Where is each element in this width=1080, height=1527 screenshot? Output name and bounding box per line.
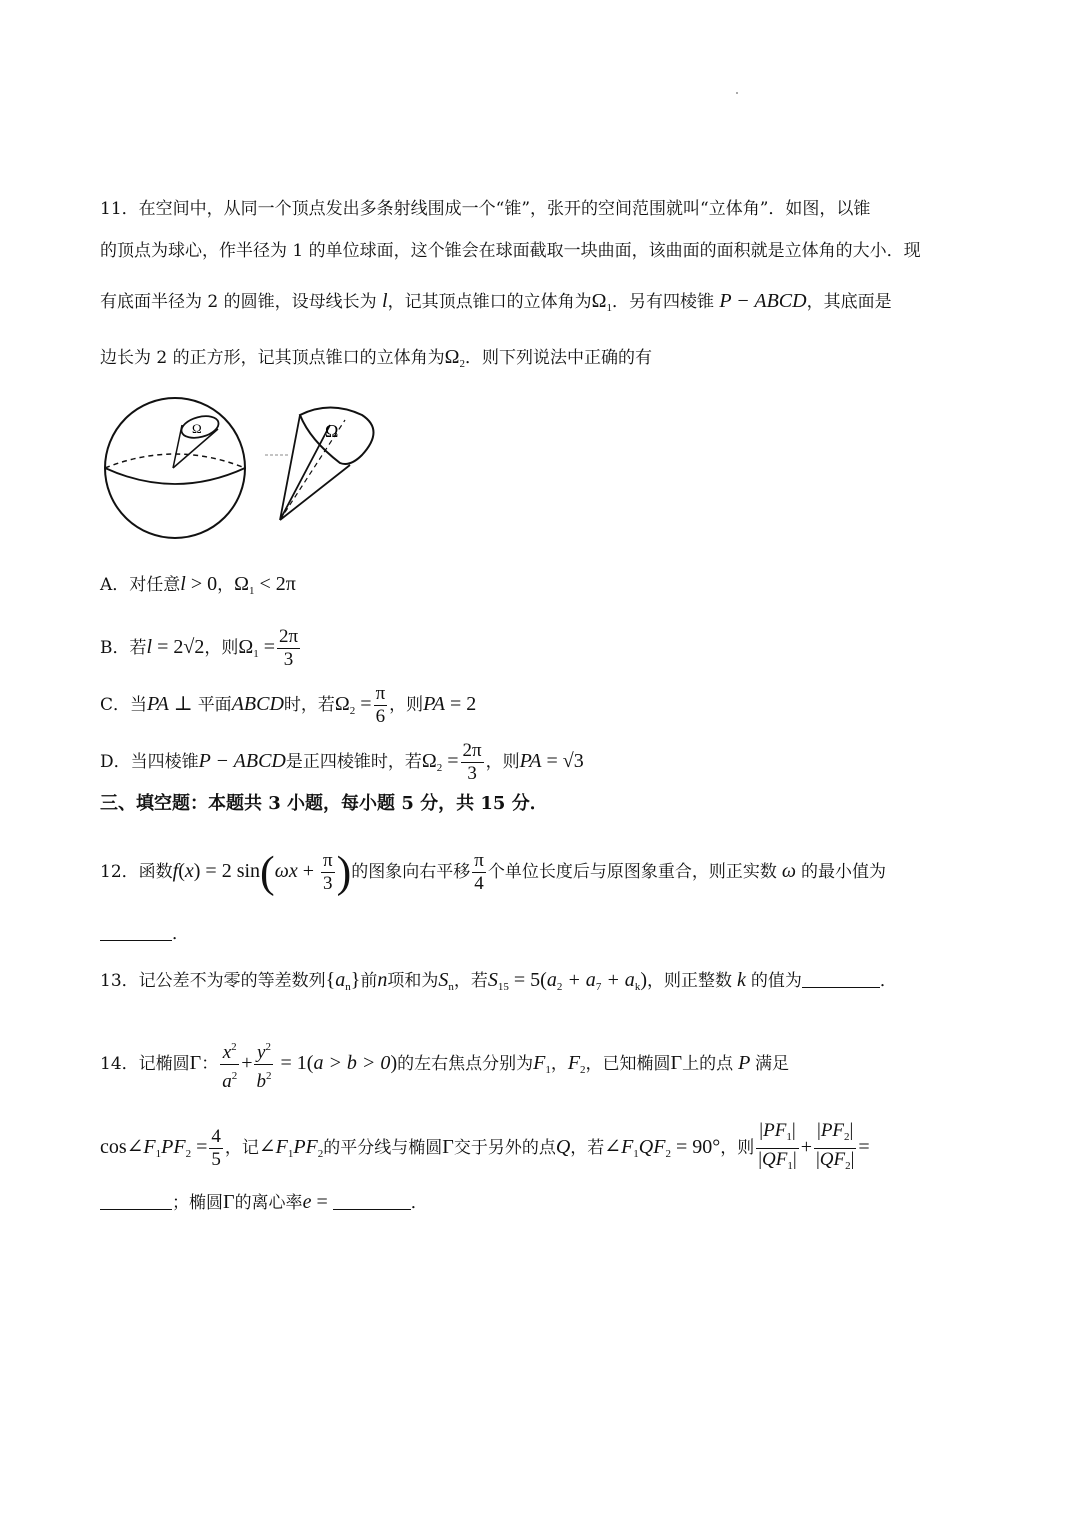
q13-text-a: 13．记公差不为零的等差数列: [100, 971, 326, 991]
sphere-equator-front: [105, 468, 245, 484]
q11-text-3c: ．另有四棱锥: [611, 292, 714, 312]
math-gt0: > 0: [185, 573, 218, 595]
q13-text-c: 项和为: [387, 971, 439, 991]
math-f2: $F_2$: [567, 1052, 586, 1076]
math-fx-arg: (: [178, 860, 185, 882]
page-dot: [736, 92, 738, 94]
math-wx: ωx: [274, 860, 298, 882]
frac-2pi-3-d: $\frac{2\pi}{3}$: [462, 740, 482, 784]
math-l: l: [146, 636, 153, 658]
frac-x2-a2: $\frac{x^2}{a^2}$: [220, 1036, 239, 1093]
math-2sin: ) = 2 sin: [193, 860, 261, 882]
math-perp: ⊥: [168, 693, 198, 715]
math-pa2: PA: [423, 693, 446, 715]
q13-end: ．: [879, 971, 897, 991]
math-an: $\{a_n\}$: [325, 969, 361, 993]
option-d-then: ，则: [485, 752, 520, 772]
fig-omega-label-1: Ω: [192, 421, 202, 436]
math-omega2: $\Omega_2$ =: [334, 693, 372, 717]
section-3-heading: 三、填空题：本题共 3 小题，每小题 5 分，共 15 分．: [100, 793, 548, 814]
math-s15: $S_{15}$: [487, 969, 509, 993]
option-c-when: 时，若: [283, 695, 335, 715]
math-pa: PA: [147, 693, 169, 715]
q14-text-i: 的平分线与椭圆: [323, 1138, 443, 1158]
math-f1: $F_1$: [533, 1052, 551, 1076]
q14-text-l: ，则: [720, 1138, 755, 1158]
q11-line1: [100, 195, 980, 223]
q14-end: ．: [410, 1193, 428, 1213]
math-pa-d: PA: [519, 750, 542, 772]
frac-pf1-qf1: $\frac{|PF_1|}{|QF_1|}$: [758, 1120, 797, 1172]
solid-angle-figure: [100, 395, 390, 545]
option-c-plane: 平面: [197, 695, 232, 715]
frac-2pi-3: $\frac{2\pi}{3}$: [278, 626, 299, 670]
q14-text-e: ，已知椭圆: [585, 1054, 671, 1074]
sphere-outline: [105, 398, 245, 538]
q14-text-m: ；椭圆: [172, 1193, 223, 1213]
option-b: [100, 626, 302, 671]
math-abcd: ABCD: [231, 693, 284, 715]
q14-text-g: 满足: [754, 1054, 789, 1074]
paren-close: ): [336, 847, 352, 897]
q14-answer-blank-1[interactable]: [100, 1189, 172, 1210]
math-fx: f: [172, 860, 179, 882]
q13-answer-blank[interactable]: [802, 967, 880, 988]
math-eq4: =: [311, 1191, 333, 1213]
q14-text-a: 14．记椭圆: [100, 1054, 190, 1074]
math-a2a7ak: $a_2 + a_7 + a_k$: [546, 969, 641, 993]
q14-text-n: 的离心率: [234, 1193, 303, 1213]
option-c-then: ，则: [389, 695, 424, 715]
q12-text-b: 的图象向右平移: [351, 862, 471, 882]
q11-text-4a: 边长为 2 的正方形，记其顶点锥口的立体角为: [100, 348, 445, 368]
frac-pf2-qf2: $\frac{|PF_2|}{|QF_2|}$: [815, 1120, 855, 1172]
option-a: [100, 570, 296, 605]
q11-text-3b: ，记其顶点锥口的立体角为: [387, 292, 592, 312]
q14-text-k: ，若: [570, 1138, 605, 1158]
q12-line1: [100, 847, 886, 897]
math-omega2: $\Omega_2$: [444, 346, 465, 370]
math-l: l: [382, 290, 388, 312]
math-p: P: [733, 1052, 755, 1074]
option-d-text: D．当四棱锥: [100, 752, 199, 772]
q13-text-b: 前: [360, 971, 378, 991]
math-2sqrt2: = 2√2: [152, 636, 205, 658]
q14-line2: [100, 1120, 870, 1177]
frac-y2-b2: $\frac{y^2}{b^2}$: [254, 1036, 273, 1093]
math-l-gt-0: l: [180, 573, 186, 595]
q11-text-3d: ，其底面是: [806, 292, 892, 312]
q12-text-d: 的最小值为: [800, 862, 886, 882]
q13-line: [100, 966, 897, 1001]
q14-text-c: 的左右焦点分别为: [397, 1054, 534, 1074]
math-plus2: +: [241, 1052, 253, 1074]
math-omega1-lt-2pi: $\Omega_1 < 2\pi$: [234, 573, 296, 597]
q11-text-3a: 有底面半径为 2 的圆锥，设母线长为: [100, 292, 377, 312]
q14-text-d: ，: [550, 1054, 568, 1074]
option-d-when: 是正四棱锥时，若: [285, 752, 422, 772]
q14-text-f: 上的点: [682, 1054, 734, 1074]
math-gamma3: Γ: [442, 1136, 454, 1158]
math-pyramid: P − ABCD: [719, 290, 807, 312]
math-pyramid-d: P − ABCD: [198, 750, 286, 772]
frac-4-5: $\frac{4}{5}$: [211, 1126, 221, 1170]
option-c: [100, 683, 476, 728]
math-omega: ω: [776, 860, 801, 882]
math-eq2: = 2: [445, 693, 477, 715]
math-omega1: $\Omega_1$: [591, 290, 612, 314]
q13-text-f: 的值为: [750, 971, 802, 991]
q14-answer-blank-2[interactable]: [333, 1189, 411, 1210]
math-sqrt3: = √3: [541, 750, 584, 772]
math-gamma4: Γ: [223, 1191, 235, 1213]
q12-line2: [100, 920, 189, 948]
math-sn: $S_n$: [438, 969, 454, 993]
math-gamma: Γ: [189, 1052, 202, 1074]
math-omega2-d: $\Omega_2$ =: [421, 750, 459, 774]
math-close: ): [640, 969, 647, 991]
q14-line1: [100, 1036, 789, 1093]
q13-text-e: ，则正整数: [646, 971, 732, 991]
q12-end: ．: [172, 924, 189, 944]
math-angle: $\angle F_1PF_2$: [258, 1136, 324, 1160]
math-k: k: [731, 969, 751, 991]
q14-text-h: ，记: [224, 1138, 259, 1158]
q11-line4: [100, 343, 652, 378]
q13-text-d: ，若: [453, 971, 488, 991]
math-eq3: =: [858, 1136, 870, 1158]
math-a-gt-b: a > b > 0: [313, 1052, 391, 1074]
math-n: n: [377, 969, 388, 991]
option-b-then: ，则: [204, 638, 239, 658]
math-eq1: = 1(: [275, 1052, 314, 1074]
option-d: [100, 740, 584, 785]
option-a-text: A．对任意: [100, 575, 181, 595]
q14-text-j: 交于另外的点: [453, 1138, 556, 1158]
q14-text-b: ：: [201, 1054, 219, 1074]
q12-answer-blank[interactable]: [100, 920, 172, 941]
math-q: Q: [555, 1136, 571, 1158]
fig-omega-label-2: Ω: [325, 421, 339, 441]
math-omega1: $\Omega_1$ =: [238, 636, 275, 660]
q14-line3: [100, 1188, 428, 1217]
math-cos: $\cos\angle F_1PF_2$ =: [100, 1136, 208, 1160]
math-plus3: +: [800, 1136, 812, 1158]
q11-text-2: 的顶点为球心，作半径为 1 的单位球面，这个锥会在球面截取一块曲面，该曲面的面积就是立体角的大小．现: [100, 241, 921, 261]
math-90: $\angle F_1QF_2 = 90^\circ$: [604, 1136, 721, 1160]
frac-pi-6: $\frac{\pi}{6}$: [375, 683, 386, 727]
math-plus: +: [297, 860, 319, 882]
q11-line3: [100, 287, 892, 322]
q11-text-1: 11．在空间中，从同一个顶点发出多条射线围成一个“锥”，张开的空间范围就叫“立体角”．如图，以锥: [100, 199, 871, 219]
option-b-text: B．若: [100, 638, 147, 658]
math-eq-5: = 5(: [508, 969, 547, 991]
frac-pi-3: $\frac{\pi}{3}$: [322, 850, 333, 894]
q11-text-4b: ．则下列说法中正确的有: [465, 348, 652, 368]
frac-pi-4: $\frac{\pi}{4}$: [474, 850, 484, 894]
q11-line2: [100, 237, 921, 265]
math-close2: ): [390, 1052, 398, 1074]
option-c-text: C．当: [100, 695, 148, 715]
math-gamma2: Γ: [670, 1052, 683, 1074]
math-x: x: [184, 860, 194, 882]
paren-open: (: [260, 847, 275, 897]
math-e: e: [302, 1191, 312, 1213]
q12-text-a: 12．函数: [100, 862, 173, 882]
option-a-comma: ，: [217, 575, 235, 595]
q12-text-c: 个单位长度后与原图象重合，则正实数: [487, 862, 777, 882]
